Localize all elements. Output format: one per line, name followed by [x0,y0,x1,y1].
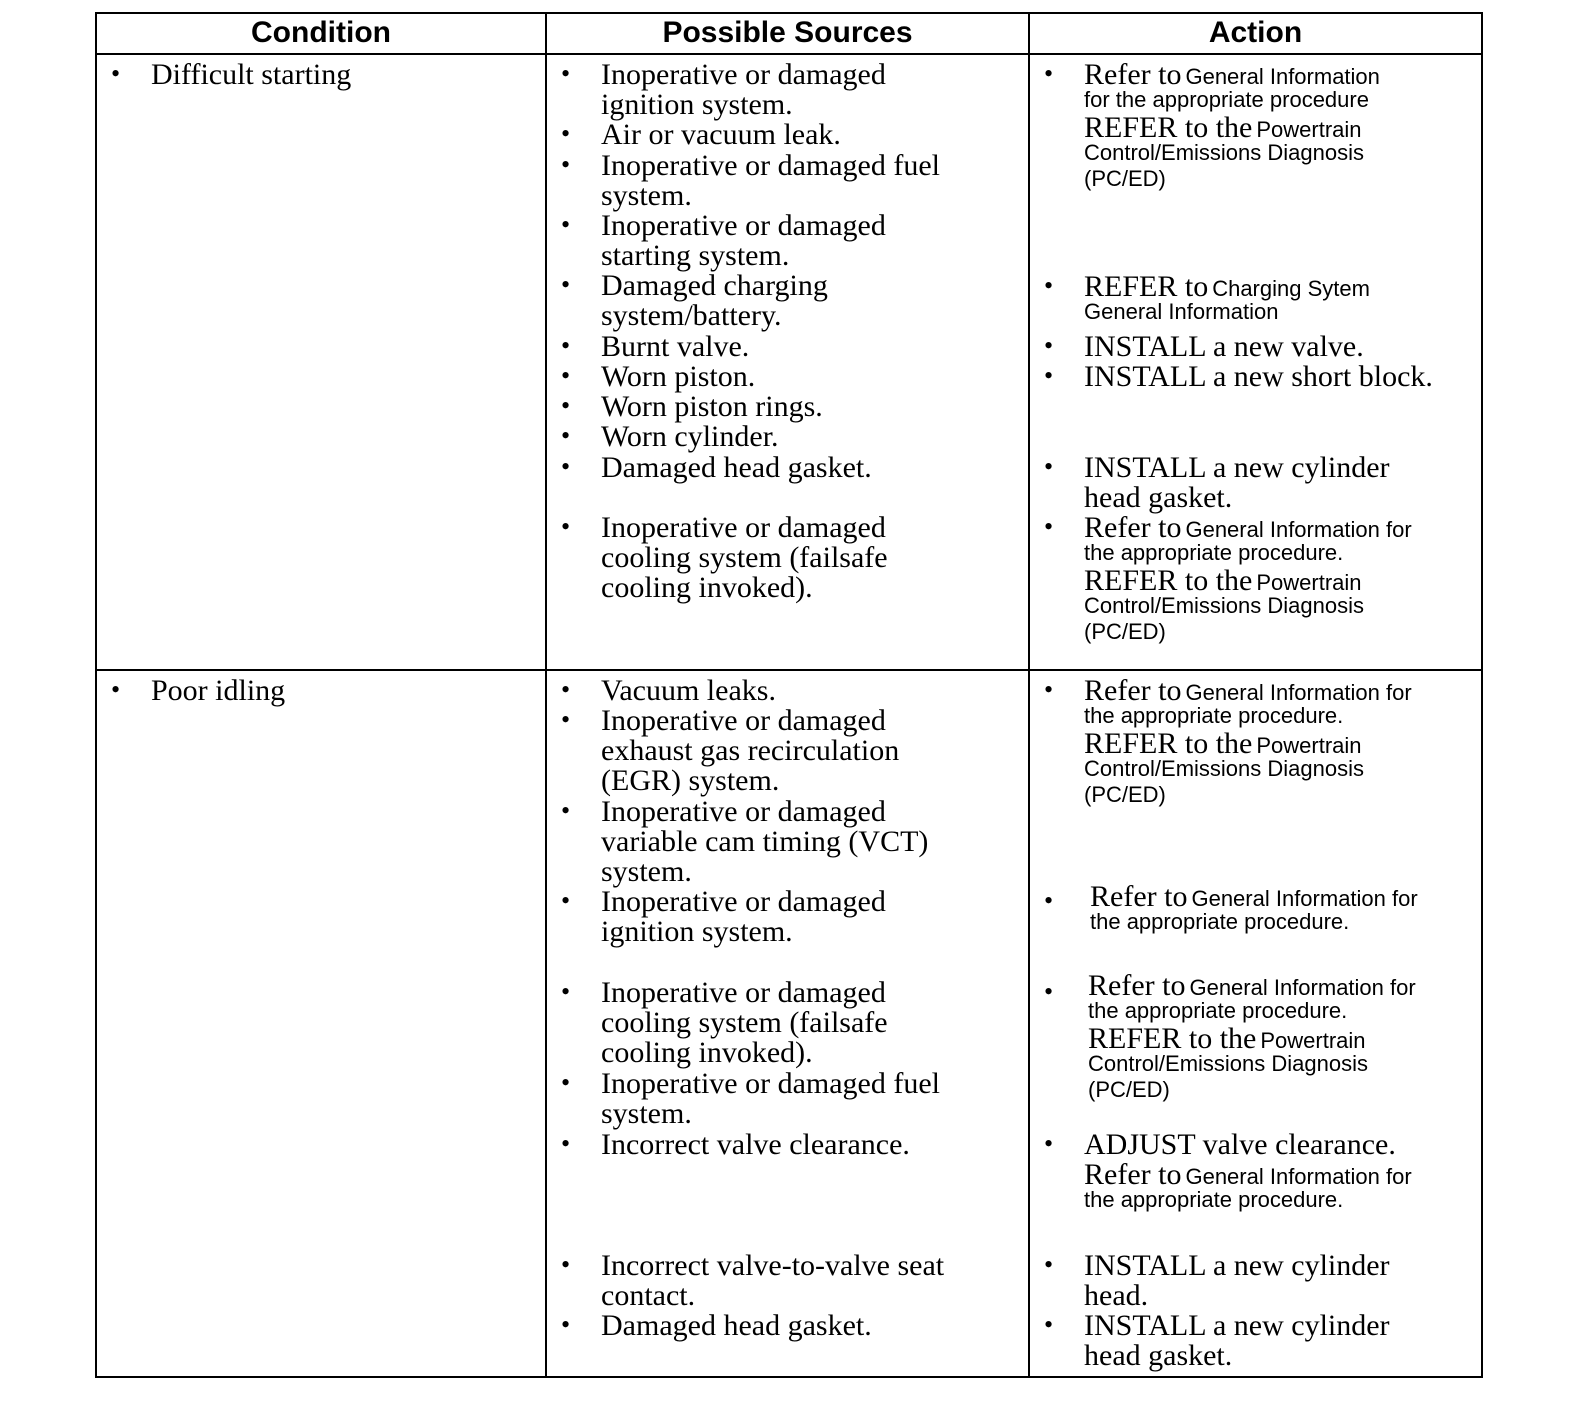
bullet: • [561,1129,571,1158]
bullet: • [561,59,571,88]
bullet: • [561,512,571,541]
header-condition: Condition [251,16,391,49]
action-item: Refer to General Information for the appropriate procedure REFER to the Powertrain Control/Emissions Diagnosis (PC/ED) [1084,58,1380,191]
bullet: • [1044,331,1054,360]
action-item: REFER to Charging Sytem General Information [1084,270,1370,324]
source-item: Vacuum leaks. [601,674,776,707]
header-action: Action [1208,16,1303,49]
source-item: Worn piston rings. [601,390,823,423]
bullet: • [561,150,571,179]
source-item: Damaged head gasket. [601,451,872,484]
bullet: • [111,675,121,704]
bullet: • [1044,452,1054,481]
action-item: Refer to General Information for the appropriate procedure. [1090,880,1418,934]
action-item: INSTALL a new cylinder head gasket. [1084,451,1390,514]
column-separator-2 [1028,12,1030,1378]
bullet: • [561,705,571,734]
bullet: • [561,886,571,915]
bullet: • [561,796,571,825]
column-separator-1 [545,12,547,1378]
source-item: Inoperative or damaged exhaust gas recirculation (EGR) system. [601,704,900,797]
bullet: • [561,119,571,148]
bullet: • [561,421,571,450]
bullet: • [561,270,571,299]
condition-cell: Poor idling [151,674,286,707]
action-item: INSTALL a new valve. [1084,330,1364,363]
action-item: INSTALL a new short block. [1084,360,1433,393]
bullet: • [1044,271,1054,300]
bullet: • [561,1310,571,1339]
bullet: • [1044,886,1054,915]
source-item: Inoperative or damaged fuel system. [601,149,941,212]
bullet: • [561,675,571,704]
bullet: • [561,977,571,1006]
bullet: • [561,1250,571,1279]
source-item: Inoperative or damaged starting system. [601,209,886,272]
source-item: Inoperative or damaged ignition system. [601,58,886,121]
action-item: Refer to General Information for the appropriate procedure. REFER to the Powertrain Control/Emissions Diagnosis (PC/ED) [1088,969,1416,1102]
bullet: • [1044,1129,1054,1158]
bullet: • [561,210,571,239]
source-item: Inoperative or damaged fuel system. [601,1067,941,1130]
source-item: Inoperative or damaged cooling system (failsafe cooling invoked). [601,511,888,604]
bullet: • [1044,977,1054,1006]
bullet: • [561,391,571,420]
action-item: INSTALL a new cylinder head. [1084,1249,1390,1312]
table-border-left [95,12,97,1378]
source-item: Damaged charging system/battery. [601,269,828,332]
action-item: ADJUST valve clearance. Refer to General Information for the appropriate procedure. [1084,1128,1412,1212]
bullet: • [561,361,571,390]
source-item: Air or vacuum leak. [601,118,841,151]
bullet: • [1044,1250,1054,1279]
bullet: • [561,452,571,481]
source-item: Inoperative or damaged cooling system (failsafe cooling invoked). [601,976,888,1069]
cropped-heading-fragment [96,0,206,4]
bullet: • [561,331,571,360]
bullet: • [561,1068,571,1097]
source-item: Worn cylinder. [601,420,779,453]
table-border-bottom [96,1376,1482,1378]
bullet: • [1044,59,1054,88]
action-item: Refer to General Information for the appropriate procedure. REFER to the Powertrain Control/Emissions Diagnosis (PC/ED) [1084,511,1412,644]
source-item: Worn piston. [601,360,756,393]
source-item: Burnt valve. [601,330,750,363]
bullet: • [111,59,121,88]
bullet: • [1044,361,1054,390]
bullet: • [1044,512,1054,541]
condition-cell: Difficult starting [151,58,352,91]
row-separator [96,669,1482,671]
source-item: Inoperative or damaged ignition system. [601,885,886,948]
source-item: Damaged head gasket. [601,1309,872,1342]
source-item: Incorrect valve clearance. [601,1128,910,1161]
header-possible-sources: Possible Sources [662,16,913,49]
action-item: Refer to General Information for the appropriate procedure. REFER to the Powertrain Control/Emissions Diagnosis (PC/ED) [1084,674,1412,807]
action-item: INSTALL a new cylinder head gasket. [1084,1309,1390,1372]
bullet: • [1044,675,1054,704]
bullet: • [1044,1310,1054,1339]
source-item: Inoperative or damaged variable cam timing (VCT) system. [601,795,929,888]
source-item: Incorrect valve-to-valve seat contact. [601,1249,945,1312]
table-border-right [1481,12,1483,1378]
